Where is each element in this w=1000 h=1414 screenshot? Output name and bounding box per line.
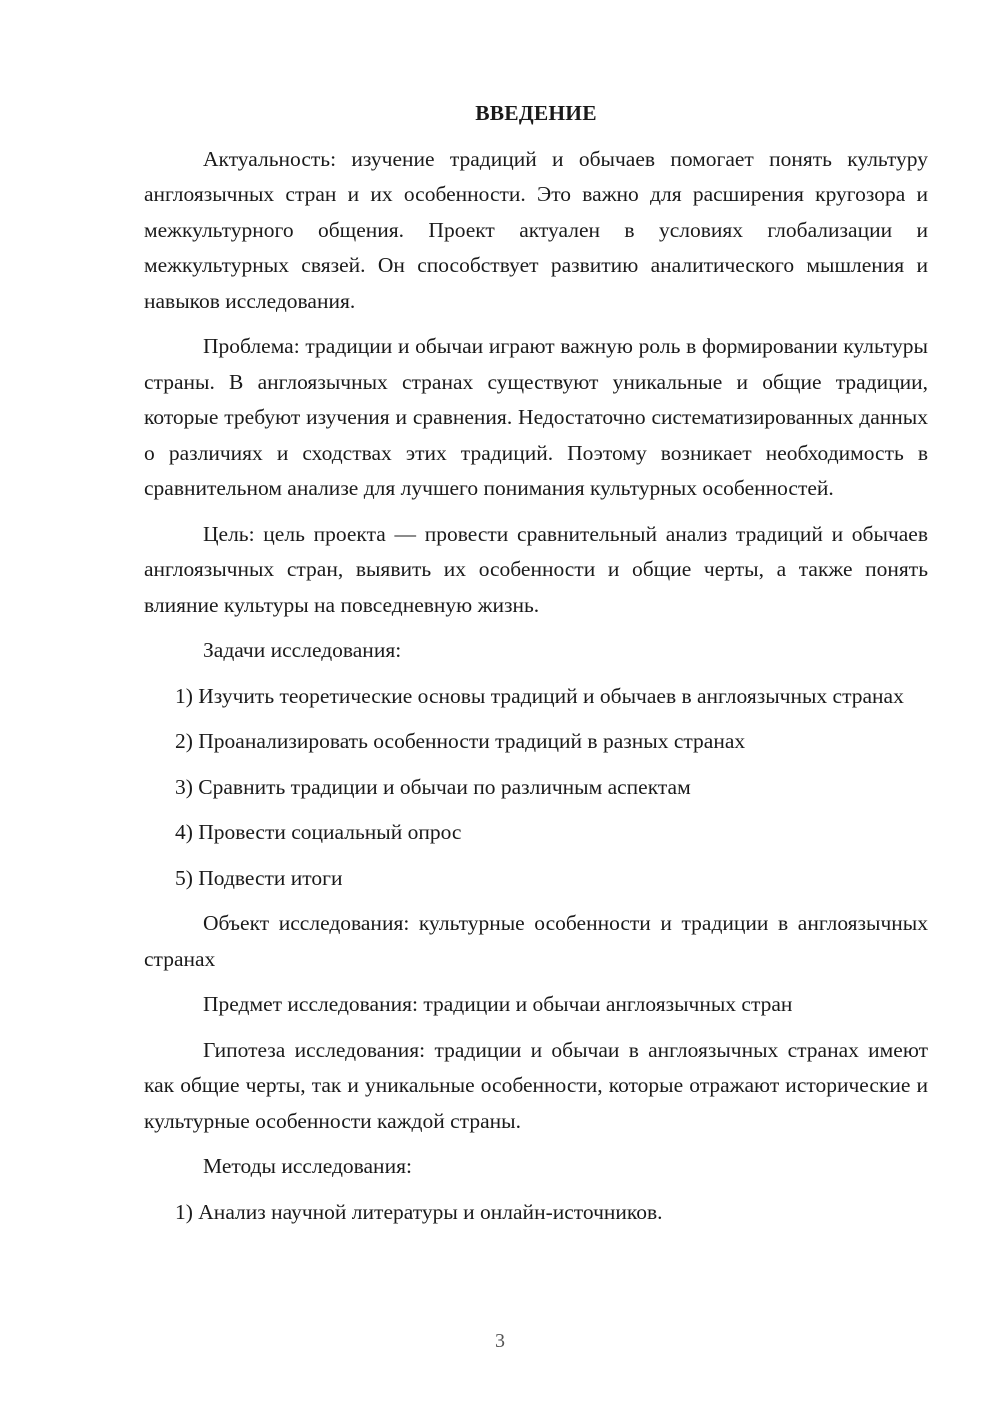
task-item: 5) Подвести итоги: [175, 865, 343, 890]
paragraph-relevance: Актуальность: изучение традиций и обычаев помогает понять культуру англоязычных стран и их особенности. Это важно для расширения кругозора и межкультурного общения. Проект актуален в условиях глобализации и межкультурных связей. Он способствует развитию аналитического мышления и навыков исследования.: [144, 146, 928, 313]
paragraph-subject: Предмет исследования: традиции и обычаи англоязычных стран: [203, 992, 793, 1016]
methods-heading: Методы исследования:: [203, 1154, 412, 1178]
method-item: 1) Анализ научной литературы и онлайн-источников.: [175, 1199, 663, 1224]
task-item: 3) Сравнить традиции и обычаи по различным аспектам: [175, 774, 691, 799]
paragraph-object: Объект исследования: культурные особенности и традиции в англоязычных странах: [144, 911, 928, 971]
page-number: 3: [495, 1330, 505, 1352]
section-title: ВВЕДЕНИЕ: [475, 101, 597, 125]
page-content: [144, 96, 928, 1240]
paragraph-hypothesis: Гипотеза исследования: традиции и обычаи в англоязычных странах имеют как общие черты, так и уникальные особенности, которые отражают исторические и культурные особенности каждой страны.: [144, 1037, 928, 1133]
task-item: 1) Изучить теоретические основы традиций и обычаев в англоязычных странах: [175, 683, 904, 708]
task-item: 4) Провести социальный опрос: [175, 820, 462, 844]
paragraph-goal: Цель: цель проекта — провести сравнительный анализ традиций и обычаев англоязычных стран, выявить их особенности и общие черты, а также понять влияние культуры на повседневную жизнь.: [144, 521, 928, 617]
task-item: 2) Проанализировать особенности традиций в разных странах: [175, 729, 746, 753]
tasks-heading: Задачи исследования:: [203, 638, 402, 662]
paragraph-problem: Проблема: традиции и обычаи играют важную роль в формировании культуры страны. В англоязычных странах существуют уникальные и общие традиции, которые требуют изучения и сравнения. Недостаточно систематизированных данных о различиях и сходствах этих традиций. Поэтому возникает необходимость в сравнительном анализе для лучшего понимания культурных особенностей.: [144, 334, 928, 500]
